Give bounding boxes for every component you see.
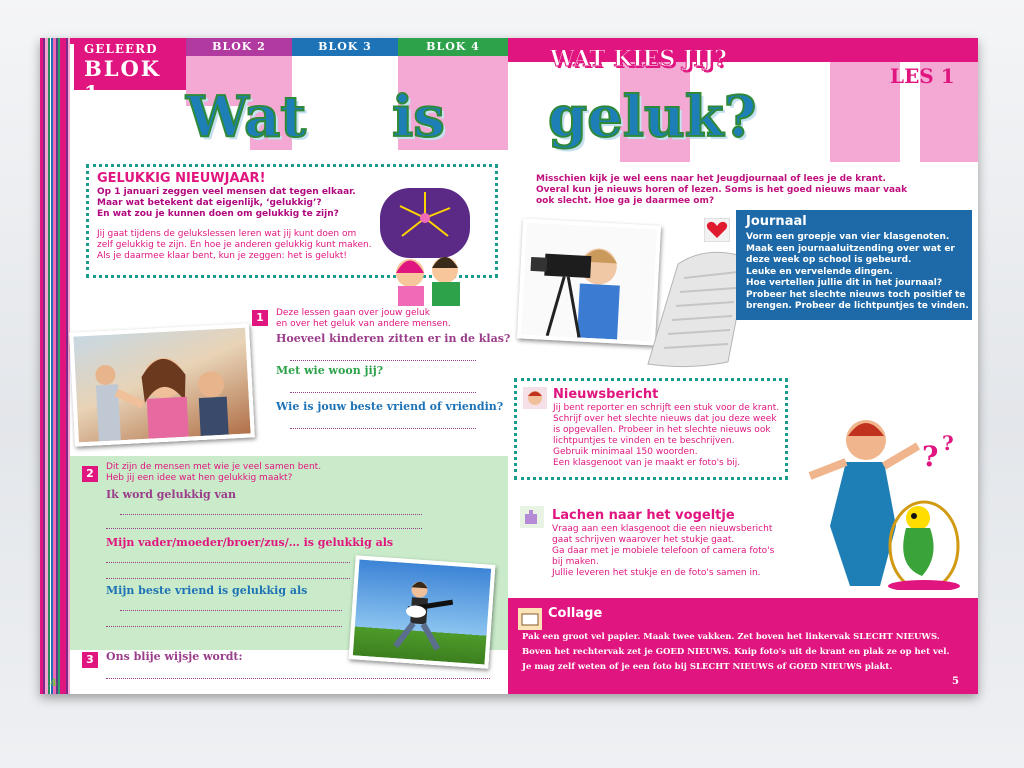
- page-edge-stripes: [40, 38, 70, 694]
- page-number-left: 4: [50, 678, 57, 689]
- intro-bold-line: En wat zou je kunnen doen om gelukkig te zijn?: [97, 209, 339, 219]
- vogeltje-line: Vraag aan een klasgenoot die een nieuwsbericht: [552, 524, 773, 534]
- answer-line[interactable]: [106, 626, 342, 627]
- journaal-line: Leuke en vervelende dingen.: [746, 266, 893, 277]
- intro-bold-line: Maar wat betekent dat eigenlijk, ‘gelukkig’?: [97, 198, 322, 208]
- vogeltje-title: Lachen naar het vogeltje: [552, 508, 735, 523]
- question-live-with: Met wie woon jij?: [276, 364, 384, 377]
- page-number-right: 5: [952, 676, 959, 687]
- title-word-geluk: geluk?: [548, 84, 757, 150]
- journaal-line: deze week op school is gebeurd.: [746, 255, 912, 265]
- answer-line[interactable]: [106, 678, 490, 679]
- right-intro-line: ook slecht. Hoe ga je daarmee om?: [536, 196, 715, 206]
- nieuwsbericht-title: Nieuwsbericht: [553, 387, 659, 402]
- nieuwsbericht-line: Een klasgenoot van je maakt er foto's bij.: [553, 458, 741, 468]
- exercise-2-line: Heb jij een idee wat hen gelukkig maakt?: [106, 473, 293, 483]
- lesson-number: LES 1: [890, 64, 955, 88]
- question-best-friend: Wie is jouw beste vriend of vriendin?: [276, 400, 504, 413]
- vogeltje-line: Jullie leveren het stukje en de foto's samen in.: [552, 568, 761, 578]
- man-with-parrot-illustration: [800, 406, 960, 590]
- heart-icon: [704, 218, 730, 242]
- reporter-icon: [523, 387, 547, 409]
- svg-text:?: ?: [922, 440, 939, 473]
- exercise-2-number: 2: [82, 466, 98, 482]
- nieuwsbericht-line: is opgevallen. Probeer in het slechte nieuws ook: [553, 425, 771, 435]
- exercise-1-line: en over het geluk van andere mensen.: [276, 319, 451, 329]
- right-intro-line: Overal kun je nieuws horen of lezen. Soms is het goed nieuws maar vaak: [536, 185, 908, 195]
- exercise-1-number: 1: [252, 310, 268, 326]
- answer-line[interactable]: [106, 562, 350, 563]
- intro-bold-line: Op 1 januari zeggen veel mensen dat tegen elkaar.: [97, 187, 356, 197]
- answer-line[interactable]: [290, 360, 476, 361]
- nieuwsbericht-line: lichtpuntjes te vinden en te beschrijven.: [553, 436, 735, 446]
- answer-line[interactable]: [290, 392, 476, 393]
- vogeltje-line: Ga daar met je mobiele telefoon of camera foto's: [552, 546, 775, 556]
- vogeltje-line: bij maken.: [552, 557, 599, 567]
- vogeltje-line: gaat schrijven waarover het stukje gaat.: [552, 535, 735, 545]
- intro-title: GELUKKIG NIEUWJAAR!: [97, 171, 266, 186]
- prompt-family-happy: Mijn vader/moeder/broer/zus/… is gelukkig als: [106, 536, 394, 549]
- intro-body-line: zelf gelukkig te zijn. En hoe je anderen gelukkig kunt maken.: [97, 240, 372, 250]
- right-heading: WAT KIES JIJ?: [550, 46, 727, 72]
- fireworks-kids-illustration: [370, 178, 480, 306]
- collage-line: Je mag zelf weten of je een foto bij SLECHT NIEUWS of GOED NIEUWS plakt.: [522, 662, 893, 672]
- answer-line[interactable]: [106, 528, 422, 529]
- prompt-friend-happy: Mijn beste vriend is gelukkig als: [106, 584, 308, 597]
- exercise-2-line: Dit zijn de mensen met wie je veel samen bent.: [106, 462, 322, 472]
- book-spread: [40, 38, 978, 694]
- intro-body-line: Als je daarmee klaar bent, kun je zeggen: het is gelukt!: [97, 251, 348, 261]
- answer-line[interactable]: [120, 514, 422, 515]
- right-intro-line: Misschien kijk je wel eens naar het Jeugdjournaal of lees je de krant.: [536, 174, 886, 184]
- journaal-line: Vorm een groepje van vier klasgenoten.: [746, 232, 950, 242]
- journaal-line: Probeer het slechte nieuws toch positief te: [746, 289, 966, 300]
- journaal-line: Hoe vertellen jullie dit in het journaal?: [746, 278, 943, 288]
- intro-body-line: Jij gaat tijdens de gelukslessen leren wat jij kunt doen om: [97, 229, 357, 239]
- photo-classroom-children: [69, 323, 255, 446]
- prompt-happy-song: Ons blije wijsje wordt:: [106, 650, 243, 663]
- nieuwsbericht-line: Gebruik minimaal 150 woorden.: [553, 447, 698, 457]
- answer-line[interactable]: [106, 578, 350, 579]
- journaal-line: Maak een journaaluitzending over wat er: [746, 243, 955, 254]
- answer-line[interactable]: [120, 610, 342, 611]
- collage-line: Pak een groot vel papier. Maak twee vakken. Zet boven het linkervak SLECHT NIEUWS.: [522, 632, 940, 642]
- journaal-box: [736, 210, 972, 320]
- blok1-text: BLOK 1: [84, 56, 162, 106]
- collage-box: [508, 598, 978, 694]
- title-word-is: is: [392, 84, 445, 150]
- tab-blok3[interactable]: BLOK 3: [292, 38, 398, 56]
- blok1-label: [74, 38, 186, 106]
- nieuwsbericht-line: Jij bent reporter en schrijft een stuk voor de krant.: [553, 403, 780, 413]
- question-class-size: Hoeveel kinderen zitten er in de klas?: [276, 332, 511, 345]
- exercise-1-line: Deze lessen gaan over jouw geluk: [276, 308, 430, 318]
- collage-line: Boven het rechtervak zet je GOED NIEUWS. Knip foto's uit de krant en plak ze op het vel.: [522, 647, 950, 657]
- tab-blok2[interactable]: BLOK 2: [186, 38, 292, 56]
- svg-text:?: ?: [942, 431, 954, 455]
- nieuwsbericht-line: Schrijf over het slechte nieuws dat jou deze week: [553, 414, 777, 424]
- hand-icon: [520, 506, 544, 528]
- geleerd-text: GELEERD: [84, 42, 158, 56]
- prompt-happy-from: Ik word gelukkig van: [106, 488, 237, 501]
- exercise-3-number: 3: [82, 652, 98, 668]
- journaal-title: Journaal: [746, 214, 807, 229]
- journaal-line: brengen. Probeer de lichtpuntjes te vinden.: [746, 301, 969, 311]
- photo-guitar-boy: [349, 555, 496, 669]
- collage-icon: [518, 608, 542, 630]
- nieuwsbericht-box: [514, 378, 788, 480]
- collage-title: Collage: [548, 606, 603, 621]
- title-word-wat: Wat: [186, 84, 307, 150]
- tab-blok4[interactable]: BLOK 4: [398, 38, 508, 56]
- answer-line[interactable]: [290, 428, 476, 429]
